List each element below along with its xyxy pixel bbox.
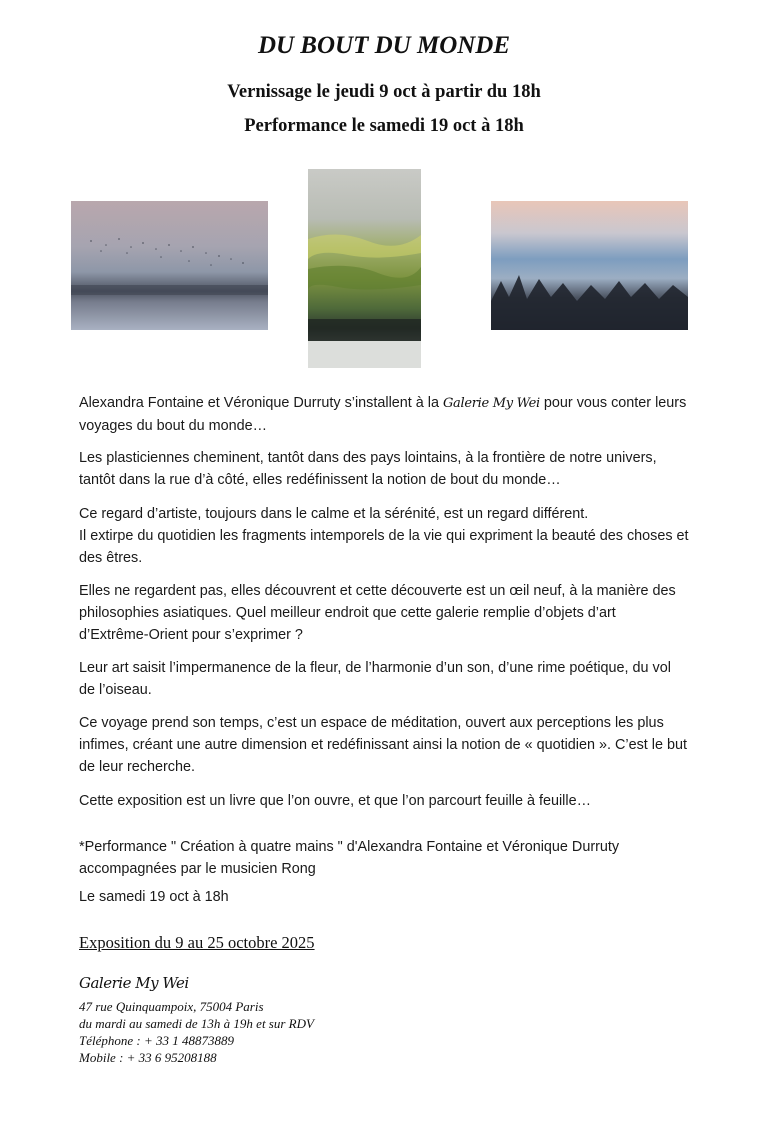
painting-dusk-landscape (491, 201, 688, 330)
intro-text-after: pour vous conter leurs voyages du bout du monde… (79, 395, 687, 434)
performance-note (79, 836, 689, 880)
exposition-dates: Exposition du 9 au 25 octobre 2025 (79, 933, 315, 952)
performance-date-line: Le samedi 19 oct à 18h (79, 889, 229, 905)
paragraph-text: Les plasticiennes cheminent, tantôt dans des pays lointains, à la frontière de notre univers, tantôt dans la rue d’à côté, elles redéfinissent la notion de bout du monde… (79, 450, 657, 488)
gallery-address-block (79, 998, 314, 1066)
performance-line: Performance le samedi 19 oct à 18h (244, 116, 524, 136)
paragraph-text: Ce voyage prend son temps, c’est un espace de méditation, ouvert aux perceptions les plus infimes, créant une autre dimension et redéfinissant ainsi la notion de « quotidien ». C’est le but de leur recherche. (79, 715, 687, 775)
performance-note-line: *Performance " Création à quatre mains " d'Alexandra Fontaine et Véronique Durruty accompagnées par le musicien Rong (79, 839, 620, 877)
paragraph-impermanence (79, 657, 689, 701)
paragraph-livre (79, 790, 689, 812)
performance-date (79, 886, 689, 908)
gallery-hours: du mardi au samedi de 13h à 19h et sur RDV (79, 1016, 314, 1031)
paragraph-regard (79, 503, 689, 569)
paragraph-decouvrent (79, 580, 689, 646)
paragraph-plasticiennes (79, 447, 689, 491)
paragraph-text: Il extirpe du quotidien les fragments intemporels de la vie qui expriment la beauté des choses et des êtres. (79, 528, 689, 566)
gallery-mobile: Mobile : + 33 6 95208188 (79, 1050, 217, 1065)
vernissage-line: Vernissage le jeudi 9 oct à partir du 18h (227, 82, 541, 102)
gallery-name-inline: Galerie My Wei (442, 396, 540, 411)
painting-misty-sea (71, 201, 268, 330)
page-title: DU BOUT DU MONDE (257, 32, 511, 59)
painting-abstract-green (308, 169, 421, 368)
intro-paragraph (79, 392, 689, 437)
intro-text-before: Alexandra Fontaine et Véronique Durruty s’installent à la (79, 395, 443, 411)
paragraph-text: Leur art saisit l’impermanence de la fleur, de l’harmonie d’un son, d’une rime poétique, du vol de l’oiseau. (79, 660, 671, 698)
paragraph-text: Cette exposition est un livre que l’on ouvre, et que l’on parcourt feuille à feuille… (79, 793, 591, 809)
gallery-address: 47 rue Quinquampoix, 75004 Paris (79, 999, 264, 1014)
paragraph-voyage (79, 712, 689, 778)
paragraph-text: Elles ne regardent pas, elles découvrent et cette découverte est un œil neuf, à la manière des philosophies asiatiques. Quel meilleur endroit que cette galerie remplie d’objets d’art d’Extrême-Orient pour s’exprimer ? (79, 583, 676, 643)
paragraph-text: Ce regard d’artiste, toujours dans le calme et la sérénité, est un regard différent. (79, 506, 589, 522)
gallery-phone: Téléphone : + 33 1 48873889 (79, 1033, 235, 1048)
gallery-logo: Galerie My Wei (79, 974, 189, 992)
